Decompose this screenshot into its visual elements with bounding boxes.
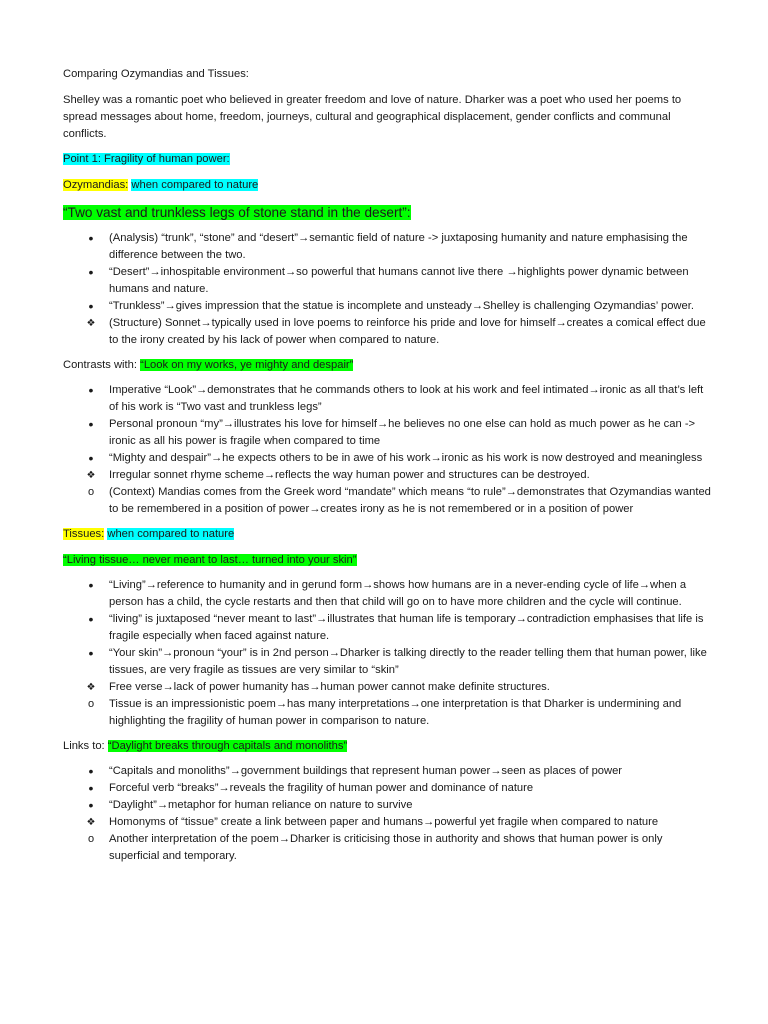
bullet-text: Imperative “Look”→demonstrates that he commands others to look at his work and feel intimated→ironic as all that’s left of his work is “Two vast and trunkless legs” bbox=[109, 384, 704, 413]
bullet-item bbox=[63, 780, 712, 797]
disc-bullet-icon bbox=[83, 611, 99, 630]
bullet-text: “Trunkless”→gives impression that the statue is incomplete and unsteady→Shelley is challenging Ozymandias’ power. bbox=[109, 300, 694, 312]
bullet-item bbox=[63, 315, 712, 349]
bullet-item bbox=[63, 382, 712, 416]
links-heading bbox=[63, 738, 712, 755]
diamond-bullet-icon bbox=[83, 679, 99, 696]
point-heading bbox=[63, 151, 712, 168]
bullet-item bbox=[63, 264, 712, 298]
ozymandias-bullets bbox=[63, 230, 712, 349]
tissues-bullets bbox=[63, 577, 712, 730]
ozymandias-quote bbox=[63, 203, 712, 222]
bullet-text: “Capitals and monoliths”→government buildings that represent human power→seen as places of power bbox=[109, 765, 623, 777]
bullet-text: Another interpretation of the poem→Dharker is criticising those in authority and shows that human power is only superficial and temporary. bbox=[109, 833, 663, 862]
diamond-bullet-icon bbox=[83, 315, 99, 332]
bullet-text: Homonyms of “tissue” create a link between paper and humans→powerful yet fragile when compared to nature bbox=[109, 816, 659, 828]
bullet-item bbox=[63, 230, 712, 264]
bullet-text: “Your skin”→pronoun “your” is in 2nd person→Dharker is talking directly to the reader telling them that human power, like tissues, are very fragile as tissues are very similar to “skin” bbox=[109, 647, 707, 676]
ozymandias-heading bbox=[63, 177, 712, 194]
bullet-text: “Mighty and despair”→he expects others to be in awe of his work→ironic as his work is now destroyed and meaningless bbox=[109, 452, 703, 464]
bullet-item bbox=[63, 814, 712, 831]
document-title: Comparing Ozymandias and Tissues: bbox=[63, 68, 249, 80]
tissues-label: Tissues: bbox=[63, 528, 105, 540]
disc-bullet-icon bbox=[83, 264, 99, 283]
tissues-quote-text: “Living tissue… never meant to last… turned into your skin” bbox=[63, 554, 357, 566]
disc-bullet-icon bbox=[83, 230, 99, 249]
bullet-item bbox=[63, 577, 712, 611]
bullet-text: Tissue is an impressionistic poem→has many interpretations→one interpretation is that Dharker is undermining and highlighting the fragility of human power in comparison to nature. bbox=[109, 698, 682, 727]
bullet-item bbox=[63, 467, 712, 484]
bullet-text: (Analysis) “trunk”, “stone” and “desert”→semantic field of nature -> juxtaposing humanity and nature emphasising the difference between the two. bbox=[109, 232, 688, 261]
disc-bullet-icon bbox=[83, 382, 99, 401]
contrast-bullets bbox=[63, 382, 712, 518]
links-quote: “Daylight breaks through capitals and monoliths” bbox=[107, 740, 348, 752]
bullet-item bbox=[63, 679, 712, 696]
contrast-label: Contrasts with: bbox=[63, 359, 137, 371]
bullet-item bbox=[63, 797, 712, 814]
bullet-text: (Context) Mandias comes from the Greek word “mandate” which means “to rule”→demonstrates that Ozymandias wanted to be remembered in a position of power→creates irony as he is not remembered or in a position of power bbox=[109, 486, 711, 515]
bullet-item bbox=[63, 763, 712, 780]
ozymandias-subtitle: when compared to nature bbox=[131, 179, 259, 191]
disc-bullet-icon bbox=[83, 645, 99, 664]
contrast-heading bbox=[63, 357, 712, 374]
bullet-item bbox=[63, 484, 712, 518]
bullet-item bbox=[63, 450, 712, 467]
tissues-heading bbox=[63, 526, 712, 543]
diamond-bullet-icon bbox=[83, 467, 99, 484]
bullet-text: Personal pronoun “my”→illustrates his love for himself→he believes no one else can hold as much power as he can -> ironic as all his power is fragile when compared to time bbox=[109, 418, 696, 447]
bullet-item bbox=[63, 831, 712, 865]
bullet-text: “Daylight”→metaphor for human reliance on nature to survive bbox=[109, 799, 413, 811]
tissues-quote bbox=[63, 552, 712, 569]
bullet-text: Irregular sonnet rhyme scheme→reflects the way human power and structures can be destroyed. bbox=[109, 469, 590, 481]
bullet-item bbox=[63, 696, 712, 730]
links-label: Links to: bbox=[63, 740, 105, 752]
point-1-highlight: Point 1: Fragility of human power: bbox=[63, 153, 230, 165]
bullet-text: Free verse→lack of power humanity has→human power cannot make definite structures. bbox=[109, 681, 550, 693]
ozymandias-quote-text: “Two vast and trunkless legs of stone stand in the desert”: bbox=[63, 205, 411, 220]
tissues-subtitle: when compared to nature bbox=[107, 528, 235, 540]
circle-bullet-icon bbox=[83, 696, 99, 713]
circle-bullet-icon bbox=[83, 484, 99, 501]
bullet-text: “living” is juxtaposed “never meant to last”→illustrates that human life is temporary→contradiction emphasises that life is fragile especially when faced against nature. bbox=[109, 613, 704, 642]
bullet-item bbox=[63, 416, 712, 450]
bullet-item bbox=[63, 611, 712, 645]
bullet-item bbox=[63, 645, 712, 679]
bullet-text: “Living”→reference to humanity and in gerund form→shows how humans are in a never-ending cycle of life→when a person has a child, the cycle restarts and then that child will go on to have more children and the cycle will continue. bbox=[109, 579, 687, 608]
disc-bullet-icon bbox=[83, 577, 99, 596]
ozymandias-label: Ozymandias: bbox=[63, 179, 129, 191]
links-bullets bbox=[63, 763, 712, 865]
disc-bullet-icon bbox=[83, 416, 99, 435]
bullet-text: “Desert”→inhospitable environment→so powerful that humans cannot live there →highlights power dynamic between humans and nature. bbox=[109, 266, 689, 295]
bullet-text: (Structure) Sonnet→typically used in love poems to reinforce his pride and love for himself→creates a comical effect due to the irony created by his lack of power when compared to nature. bbox=[109, 317, 706, 346]
contrast-quote: “Look on my works, ye mighty and despair” bbox=[140, 359, 354, 371]
diamond-bullet-icon bbox=[83, 814, 99, 831]
intro-paragraph: Shelley was a romantic poet who believed in greater freedom and love of nature. Dharker was a poet who used her poems to spread messages about home, freedom, journeys, cultural and geographical displacement, gender conflicts and communal conflicts. bbox=[63, 94, 682, 140]
bullet-item bbox=[63, 298, 712, 315]
bullet-text: Forceful verb “breaks”→reveals the fragility of human power and dominance of nature bbox=[109, 782, 534, 794]
circle-bullet-icon bbox=[83, 831, 99, 848]
